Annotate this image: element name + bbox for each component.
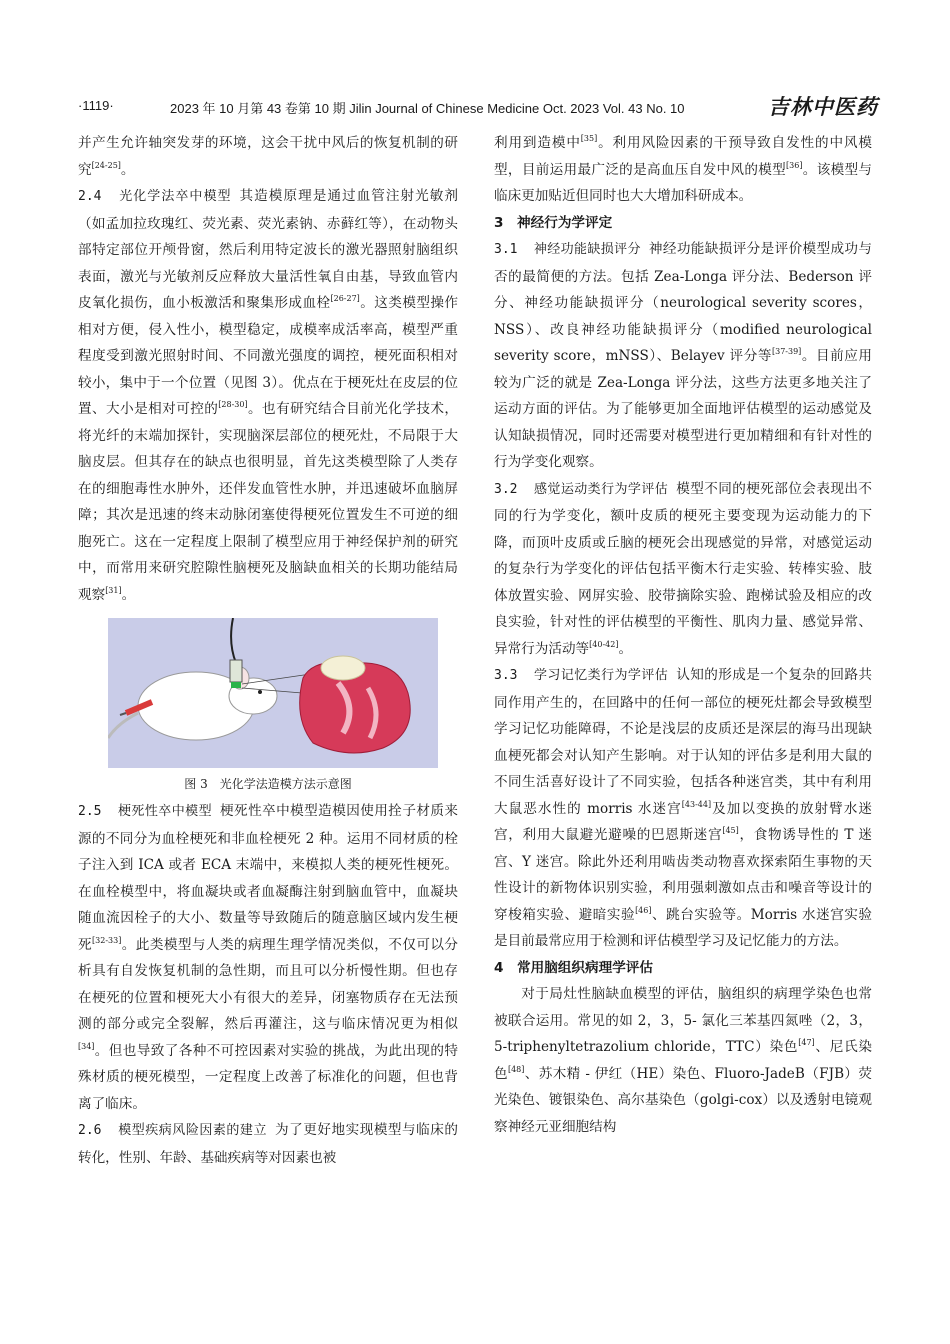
- citation: [46]: [635, 905, 652, 915]
- citation: [32-33]: [92, 935, 122, 945]
- subsection-heading: 3.1 神经功能缺损评分: [494, 242, 641, 257]
- citation: [40-42]: [589, 639, 619, 649]
- subsection-heading: 2.5 梗死性卒中模型: [78, 804, 213, 819]
- subsection-heading: 2.6 模型疾病风险因素的建立: [78, 1123, 267, 1138]
- right-column: [494, 130, 872, 1140]
- paragraph: 并产生允许轴突发芽的环境，这会干扰中风后的恢复机制的研究[24-25]。: [78, 135, 458, 178]
- citation: [24-25]: [91, 160, 121, 170]
- figure-caption: 图 3 光化学法造模方法示意图: [184, 777, 352, 791]
- section-2-4: 2.4 光化学法卒中模型 其造模原理是通过血管注射光敏剂（如孟加拉玫瑰红、荧光素、荧光素钠、赤藓红等），在动物头部特定部位开颅骨窗，然后利用特定波长的激光器照射脑组织表面，激光与光敏剂反应释放大量活性氧自由基，导致血管内皮氧化损伤，血小板激活和聚集形成血栓[26-27]。这类模型操作相对方便，侵入性小，模型稳定，成模率成活率高，模型严重程度受到激光照射时间、不同激光强度的调控，梗死面积相对较小，集中于一个位置（见图 3）。优点在于梗死灶在皮层的位置、大小是相对可控的[28-30]。也有研究结合目前光化学技术，将光纤的末端加探针，实现脑深层部位的梗死灶，不局限于大脑皮层。但其存在的缺点也很明显，首先这类模型除了人类存在的细胞毒性水肿外，还伴发血管性水肿，并迅速破坏血脑屏障；其次是迅速的终末动脉闭塞使得梗死位置发生不可逆的细胞死亡。这在一定程度上限制了模型应用于神经保护剂的研究中，而常用来研究腔隙性脑梗死及脑缺血相关的长期功能结局观察[31]。: [78, 188, 459, 603]
- paragraph: 利用到造模中[35]。利用风险因素的干预导致自发性的中风模型，目前运用最广泛的是高血压自发中风的模型[36]。该模型与临床更加贴近但同时也大大增加科研成本。: [494, 134, 873, 204]
- photochemical-model-diagram: [108, 618, 438, 768]
- subsection-heading: 3.2 感觉运动类行为学评估: [494, 481, 669, 497]
- citation: [31]: [105, 585, 122, 595]
- citation: [45]: [722, 826, 739, 835]
- section-heading-3: 3 神经行为学评定: [494, 214, 613, 231]
- citation: [48]: [507, 1064, 525, 1074]
- laser-probe: [230, 660, 242, 682]
- citation: [43-44]: [681, 799, 712, 809]
- citation: [35]: [580, 134, 598, 143]
- section-heading-4: 4 常用脑组织病理学评估: [494, 959, 653, 976]
- subsection-heading: 2.4 光化学法卒中模型: [78, 189, 232, 204]
- citation: [34]: [78, 1041, 95, 1051]
- infarct-area: [321, 656, 365, 680]
- section-2-6: 2.6 模型疾病风险因素的建立 为了更好地实现模型与临床的转化，性别、年龄、基础疾病等对因素也被: [78, 1122, 459, 1166]
- section-3-1: 3.1 神经功能缺损评分 神经功能缺损评分是评价模型成功与否的最简便的方法。包括 Zea-Longa 评分法、Bederson 评分、神经功能缺损评分（neurological severity scores，NSS）、改良神经功能缺损评分（modified neurological severity score，mNSS）、Belayev 评分等[37-39]。目前应用较为广泛的就是 Zea-Longa 评分法，这些方法更多地关注了运动方面的评估。为了能够更加全面地评估模型的运动感觉及认知缺损情况，同时还需要对模型进行更加精细和有针对性的行为学变化观察。: [494, 241, 872, 470]
- page-header: [78, 94, 878, 118]
- subsection-heading: 3.3 学习记忆类行为学评估: [494, 668, 669, 683]
- citation: [37-39]: [771, 347, 802, 356]
- rat-eye: [258, 690, 262, 694]
- section-3-3: 3.3 学习记忆类行为学评估 认知的形成是一个复杂的回路共同作用产生的，在回路中的任何一部位的梗死灶都会导致模型学习记忆功能障碍，不论是浅层的皮质还是深层的海马出现缺血梗死都会对认知产生影响。对于认知的评估多是利用大鼠的不同生活喜好设计了不同实验，包括各种迷宫类，其中有利用大鼠恶水性的 morris 水迷宫[43-44]及加以变换的放射臂水迷宫，利用大鼠避光避噪的巴恩斯迷宫[45]，食物诱导性的 T 迷宫、Y 迷宫。除此外还利用啮齿类动物喜欢探索陌生事物的天性设计的新物体识别实验，利用强刺激如点击和噪音等设计的穿梭箱实验、避暗实验[46]、跳台实验等。Morris 水迷宫实验是目前最常应用于检测和评估模型学习及记忆能力的方法。: [494, 667, 873, 949]
- section-2-5: 2.5 梗死性卒中模型 梗死性卒中模型造模因使用拴子材质来源的不同分为血栓梗死和非血栓梗死 2 种。运用不同材质的栓子注入到 ICA 或者 ECA 末端中，来模拟人类的梗死性梗死。在血栓模型中，将血凝块或者血凝酶注射到脑血管中，血凝块随血流因栓子的大小、数量等导致随后的随意脑区域内发生梗死[32-33]。此类模型与人类的病理生理学情况类似，不仅可以分析具有自发恢复机制的急性期，而且可以分析慢性期。但也存在梗死的位置和梗死大小有很大的差异，闭塞物质存在无法预测的部分或完全裂解，然后再灌注，这与临床情况更为相似[34]。但也导致了各种不可控因素对实验的挑战，为此出现的特殊材质的梗死模型，一定程度上改善了标准化的问题，但也背离了临床。: [78, 803, 459, 1112]
- citation: [26-27]: [330, 294, 360, 303]
- citation: [47]: [798, 1038, 815, 1047]
- citation: [36]: [786, 160, 803, 170]
- left-column: [78, 130, 458, 1171]
- page-number: ·1119·: [78, 98, 114, 113]
- section-4-body: 对于局灶性脑缺血模型的评估，脑组织的病理学染色也常被联合运用。常见的如 2，3，5- 氯化三苯基四氮唑（2，3，5-triphenyltetrazolium chloride，TTC）染色[47]、尼氏染色[48]、苏木精 - 伊红（HE）染色、Fluoro-JadeB（FJB）荧光染色、镀银染色、高尔基染色（golgi-cox）以及透射电镜观察神经元亚细胞结构: [494, 986, 873, 1135]
- section-3-2: 3.2 感觉运动类行为学评估 模型不同的梗死部位会表现出不同的行为学变化，额叶皮质的梗死主要变现为运动能力的下降，而顶叶皮质或丘脑的梗死会出现感觉的异常，对感觉运动的复杂行为学变化的评估包括平衡木行走实验、转棒实验、肢体放置实验、网屏实验、胶带摘除实验、跑梯试验及相应的改良实验，针对性的评估模型的平衡性、肌肉力量、感觉异常、异常行为活动等[40-42]。: [494, 480, 872, 657]
- figure-3-illustration: [108, 618, 438, 768]
- citation: [28-30]: [218, 400, 248, 409]
- journal-info: 2023 年 10 月第 43 卷第 10 期 Jilin Journal of Chinese Medicine Oct. 2023 Vol. 43 No. 10: [170, 101, 685, 116]
- journal-logo: 吉林中医药: [768, 94, 878, 119]
